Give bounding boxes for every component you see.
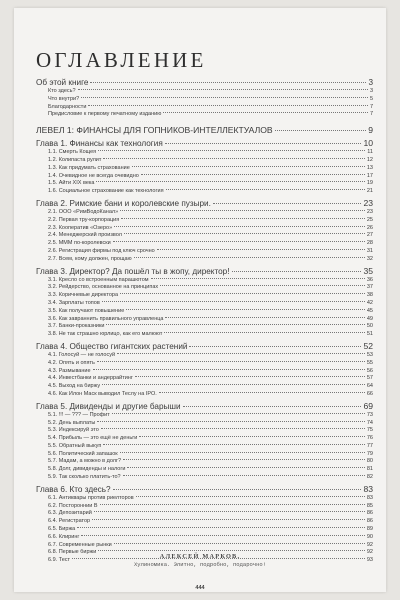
dot-leader [113, 241, 365, 242]
toc-section [36, 173, 373, 181]
toc-section-label: 1.3. Как придумать страхование [48, 164, 130, 171]
toc-section-label: 3.7. Банки-проказники [48, 323, 105, 330]
toc-section [36, 375, 373, 383]
toc-section-page: 53 [366, 351, 373, 358]
toc-intro-item-page: 7 [369, 103, 373, 110]
toc-intro-item-label: Предисловие к первому печатному изданию [48, 111, 162, 118]
toc-section [36, 323, 373, 331]
toc-section-label: 4.1. Голосуй — не голосуй [48, 351, 116, 358]
toc-section [36, 443, 373, 451]
dot-leader [160, 285, 365, 286]
dot-leader [126, 309, 365, 310]
toc-section [36, 256, 373, 264]
toc-section [36, 180, 373, 188]
dot-leader [132, 166, 365, 167]
toc-section-page: 21 [366, 188, 373, 195]
dot-leader [157, 249, 365, 250]
toc-section-page: 11 [367, 149, 373, 156]
toc-section-page: 51 [366, 331, 373, 338]
toc-section [36, 300, 373, 308]
toc-chapter-label: Глава 6. Кто здесь? [36, 484, 111, 494]
toc-section-page: 45 [366, 307, 373, 314]
toc-section [36, 209, 373, 217]
dot-leader [93, 369, 365, 370]
toc-chapter-label: Глава 2. Римские бани и королевские пузыри. [36, 198, 211, 208]
dot-leader [141, 174, 365, 175]
toc-chapter [36, 484, 373, 495]
toc-section [36, 526, 373, 534]
dot-leader [120, 452, 365, 453]
toc-section [36, 474, 373, 482]
toc-intro-item [36, 88, 373, 96]
toc-section-page: 86 [366, 510, 373, 517]
page-title: ОГЛАВЛЕНИЕ [36, 48, 207, 72]
toc-section-page: 80 [366, 458, 373, 465]
toc-section-label: 5.5. Обратный выкуп [48, 442, 102, 449]
toc-section-page: 86 [366, 518, 373, 525]
toc-section-page: 89 [366, 526, 373, 533]
dot-leader [94, 511, 365, 512]
toc-section-label: 3.8. Не так страшно юрлицо, как его малюют [48, 331, 163, 338]
dot-leader [112, 413, 365, 414]
toc-intro [36, 77, 373, 88]
dot-leader [232, 271, 362, 272]
toc-intro-item [36, 96, 373, 104]
toc-section [36, 451, 373, 459]
toc-section [36, 542, 373, 550]
toc-section [36, 412, 373, 420]
toc-section-page: 73 [366, 411, 373, 418]
toc-section-label: 3.1. Кресло со встроенным парашютом [48, 276, 149, 283]
dot-leader [134, 257, 365, 258]
toc-section [36, 225, 373, 233]
dot-leader [121, 218, 365, 219]
dot-leader [90, 82, 366, 83]
toc-section-label: 6.8. Первые биржи [48, 549, 97, 556]
toc-section [36, 331, 373, 339]
toc-section-page: 17 [366, 172, 373, 179]
toc-section [36, 188, 373, 196]
toc-chapter [36, 138, 373, 149]
dot-leader [275, 130, 367, 131]
dot-leader [102, 301, 365, 302]
toc-intro-item [36, 104, 373, 112]
toc-intro-item [36, 111, 373, 119]
dot-leader [114, 226, 365, 227]
toc-section-page: 26 [366, 224, 373, 231]
toc-section [36, 284, 373, 292]
toc-section-page: 64 [366, 383, 373, 390]
toc-section-label: 3.4. Зарплаты топов [48, 299, 100, 306]
toc-intro-item-page: 7 [369, 111, 373, 118]
dot-leader [96, 181, 364, 182]
toc-section-label: 4.4. Инвестбанки и андеррайтинг [48, 375, 133, 382]
toc-chapter [36, 401, 373, 412]
toc-section [36, 277, 373, 285]
toc-section-label: 2.5. МММ по-королевски [48, 240, 111, 247]
toc-section-page: 93 [366, 557, 373, 564]
toc-section-page: 25 [366, 216, 373, 223]
toc-section-page: 28 [366, 240, 373, 247]
toc-section-page: 74 [366, 419, 373, 426]
toc-section-label: 4.6. Как Илон Маск выводил Теслу на IPO. [48, 390, 157, 397]
toc-section-label: 1.2. Колипаста рулит [48, 156, 102, 163]
toc-section-label: 1.6. Социальное страхование как технология [48, 188, 164, 195]
dot-leader [113, 489, 362, 490]
toc-section [36, 534, 373, 542]
toc-section-page: 50 [366, 323, 373, 330]
toc-intro-item-label: Что внутри? [48, 95, 80, 102]
page-number: 444 [195, 585, 205, 591]
dot-leader [139, 436, 365, 437]
toc-intro-page: 3 [368, 78, 373, 87]
dot-leader [159, 392, 365, 393]
toc-section-page: 85 [366, 502, 373, 509]
dot-leader [123, 459, 365, 460]
toc-section-label: 2.3. Кооператив «Озеро» [48, 224, 113, 231]
toc-section [36, 240, 373, 248]
toc-section-label: 5.6. Политический запашок [48, 450, 118, 457]
dot-leader [78, 89, 368, 90]
toc-section-page: 90 [366, 533, 373, 540]
toc-section-page: 23 [366, 208, 373, 215]
toc-section-label: 6.6. Клиринг [48, 533, 80, 540]
toc-section-label: 5.3. Индексируй это [48, 427, 99, 434]
toc-chapter-label: Глава 3. Директор? Да пошёл ты в жопу, директор! [36, 266, 230, 276]
toc-section-label: 4.3. Размывание [48, 367, 91, 374]
dot-leader [165, 317, 364, 318]
dot-leader [114, 543, 365, 544]
toc-section-label: 3.2. Рейдерство, основанное на принципах [48, 284, 159, 291]
toc-section [36, 292, 373, 300]
dot-leader [166, 189, 365, 190]
toc-section-label: 5.4. Прибыль — это ещё не деньги [48, 435, 138, 442]
dot-leader [92, 519, 365, 520]
toc-section-label: 2.7. Всем, кому должен, прощаю [48, 255, 132, 262]
toc-section-page: 76 [366, 435, 373, 442]
toc-section [36, 352, 373, 360]
toc-section [36, 232, 373, 240]
toc-section-page: 49 [366, 315, 373, 322]
toc-section [36, 510, 373, 518]
toc-intro-item-label: Благодарности [48, 103, 87, 110]
toc-chapter-page: 10 [363, 138, 373, 149]
toc-section-label: 6.9. Тест [48, 557, 71, 564]
toc-section-label: 5.9. Так сколько платить-то? [48, 474, 121, 481]
toc-section [36, 466, 373, 474]
toc-chapter-page: 69 [363, 400, 373, 411]
toc-section-page: 32 [366, 255, 373, 262]
toc-part-label: ЛЕВЕЛ 1: ФИНАНСЫ ДЛЯ ГОПНИКОВ-ИНТЕЛЛЕКТУАЛОВ [36, 125, 273, 136]
dot-leader [98, 150, 365, 151]
toc-section-label: 1.4. Очевидное не всегда очевидно [48, 172, 139, 179]
dot-leader [97, 361, 365, 362]
toc-section-page: 77 [366, 442, 373, 449]
toc-chapter-label: Глава 1. Финансы как технология [36, 139, 163, 149]
toc-section-label: 2.4. Менеджерский произвол [48, 232, 122, 239]
toc-chapter-page: 52 [363, 340, 373, 351]
dot-leader [120, 293, 365, 294]
toc-section-label: 6.7. Современные рынки [48, 541, 112, 548]
toc-section-page: 82 [366, 474, 373, 481]
toc-section-label: 2.2. Первая тру-корпорация [48, 216, 120, 223]
toc-part [36, 124, 373, 136]
dot-leader [120, 210, 365, 211]
toc-section [36, 495, 373, 503]
toc-section [36, 248, 373, 256]
toc-section-page: 92 [366, 541, 373, 548]
dot-leader [124, 233, 365, 234]
toc-intro-item-page: 5 [369, 95, 373, 102]
toc-section [36, 157, 373, 165]
toc-section-page: 12 [366, 156, 373, 163]
dot-leader [77, 527, 365, 528]
toc-section-page: 37 [366, 284, 373, 291]
toc-section [36, 316, 373, 324]
toc-section-label: 1.1. Смерть Кощея [48, 149, 97, 156]
toc-section-page: 38 [366, 292, 373, 299]
dot-leader [98, 550, 365, 551]
toc-section-label: 3.6. Как завраннить правильного управленца [48, 315, 164, 322]
toc-section-page: 55 [366, 359, 373, 366]
toc-section-label: 6.2. Постороннии В [48, 502, 98, 509]
toc-section [36, 217, 373, 225]
dot-leader [97, 421, 364, 422]
toc-section-label: 2.6. Регистрация фирмы под ключ срочно [48, 247, 155, 254]
toc-section [36, 165, 373, 173]
toc-section-page: 81 [366, 466, 373, 473]
dot-leader [103, 444, 365, 445]
toc-section [36, 503, 373, 511]
toc-section-page: 36 [366, 276, 373, 283]
dot-leader [106, 324, 364, 325]
toc-intro-item-page: 3 [369, 88, 373, 94]
dot-leader [164, 332, 365, 333]
dot-leader [117, 353, 365, 354]
toc-section-label: 5.7. Мадам, а можно в долг? [48, 458, 122, 465]
toc-section-label: 3.5. Как получают повышение [48, 307, 125, 314]
toc-section-page: 92 [366, 549, 373, 556]
dot-leader [81, 535, 365, 536]
toc-section-label: 3.3. Коричневые директора [48, 292, 119, 299]
toc-section [36, 435, 373, 443]
toc-chapter-page: 35 [363, 265, 373, 276]
toc-section-label: 5.2. День выплаты [48, 419, 96, 426]
table-of-contents [36, 77, 373, 567]
toc-section-label: 5.1. !!! — ??? — Профит [48, 411, 110, 418]
book-subtitle: Хулиномика. Элитно, подробно, подарочно! [133, 561, 267, 568]
toc-chapter-label: Глава 5. Дивиденды и другие барыши [36, 401, 181, 411]
toc-chapter [36, 266, 373, 277]
toc-section-label: 5.8. Долг, дивиденды и налоги [48, 466, 126, 473]
dot-leader [135, 376, 365, 377]
dot-leader [165, 143, 362, 144]
dot-leader [88, 105, 368, 106]
toc-section-label: 4.5. Выход на биржу [48, 383, 101, 390]
toc-chapter-label: Глава 4. Общество гигантских растений [36, 341, 188, 351]
toc-chapter-page: 83 [363, 483, 373, 494]
dot-leader [136, 496, 365, 497]
dot-leader [100, 504, 365, 505]
toc-section [36, 149, 373, 157]
dot-leader [213, 203, 362, 204]
toc-section-page: 13 [366, 164, 373, 171]
dot-leader [127, 467, 364, 468]
toc-section-page: 27 [366, 232, 373, 239]
toc-section-page: 56 [366, 367, 373, 374]
toc-section [36, 427, 373, 435]
toc-part-page: 9 [368, 125, 373, 136]
toc-intro-label: Об этой книге [36, 78, 89, 87]
toc-section [36, 360, 373, 368]
toc-section-page: 83 [366, 494, 373, 501]
dot-leader [81, 97, 368, 98]
toc-section-label: 6.3. Депозитарий [48, 510, 92, 517]
toc-section-label: 1.5. Айти XIX века [48, 180, 95, 187]
toc-section-label: 6.1. Антиквары против риелторов [48, 494, 134, 501]
dot-leader [103, 158, 364, 159]
toc-section-page: 66 [366, 390, 373, 397]
dot-leader [151, 278, 365, 279]
toc-section [36, 308, 373, 316]
toc-chapter [36, 198, 373, 209]
toc-section-label: 6.5. Биржа [48, 526, 76, 533]
dot-leader [123, 475, 365, 476]
author-name: АЛЕКСЕЙ МАРКОВ. [159, 553, 241, 560]
toc-section-page: 42 [366, 299, 373, 306]
toc-section-label: 4.2. Опять и опять [48, 359, 95, 366]
dot-leader [183, 406, 362, 407]
toc-section-page: 75 [366, 427, 373, 434]
toc-section-page: 31 [366, 247, 373, 254]
toc-section [36, 383, 373, 391]
toc-section [36, 458, 373, 466]
toc-section-page: 57 [366, 375, 373, 382]
toc-chapter-page: 23 [363, 197, 373, 208]
toc-section [36, 420, 373, 428]
toc-section [36, 518, 373, 526]
toc-intro-item-label: Кто здесь? [48, 88, 76, 94]
toc-section [36, 368, 373, 376]
dot-leader [101, 428, 365, 429]
toc-section-page: 19 [366, 180, 373, 187]
toc-section [36, 391, 373, 399]
toc-chapter [36, 341, 373, 352]
toc-section-label: 2.1. ООО «РимВодоКанал» [48, 208, 119, 215]
toc-section-page: 79 [366, 450, 373, 457]
dot-leader [163, 112, 368, 113]
dot-leader [102, 384, 365, 385]
book-page [14, 8, 386, 592]
dot-leader [189, 346, 361, 347]
toc-section-label: 6.4. Регистратор [48, 518, 91, 525]
